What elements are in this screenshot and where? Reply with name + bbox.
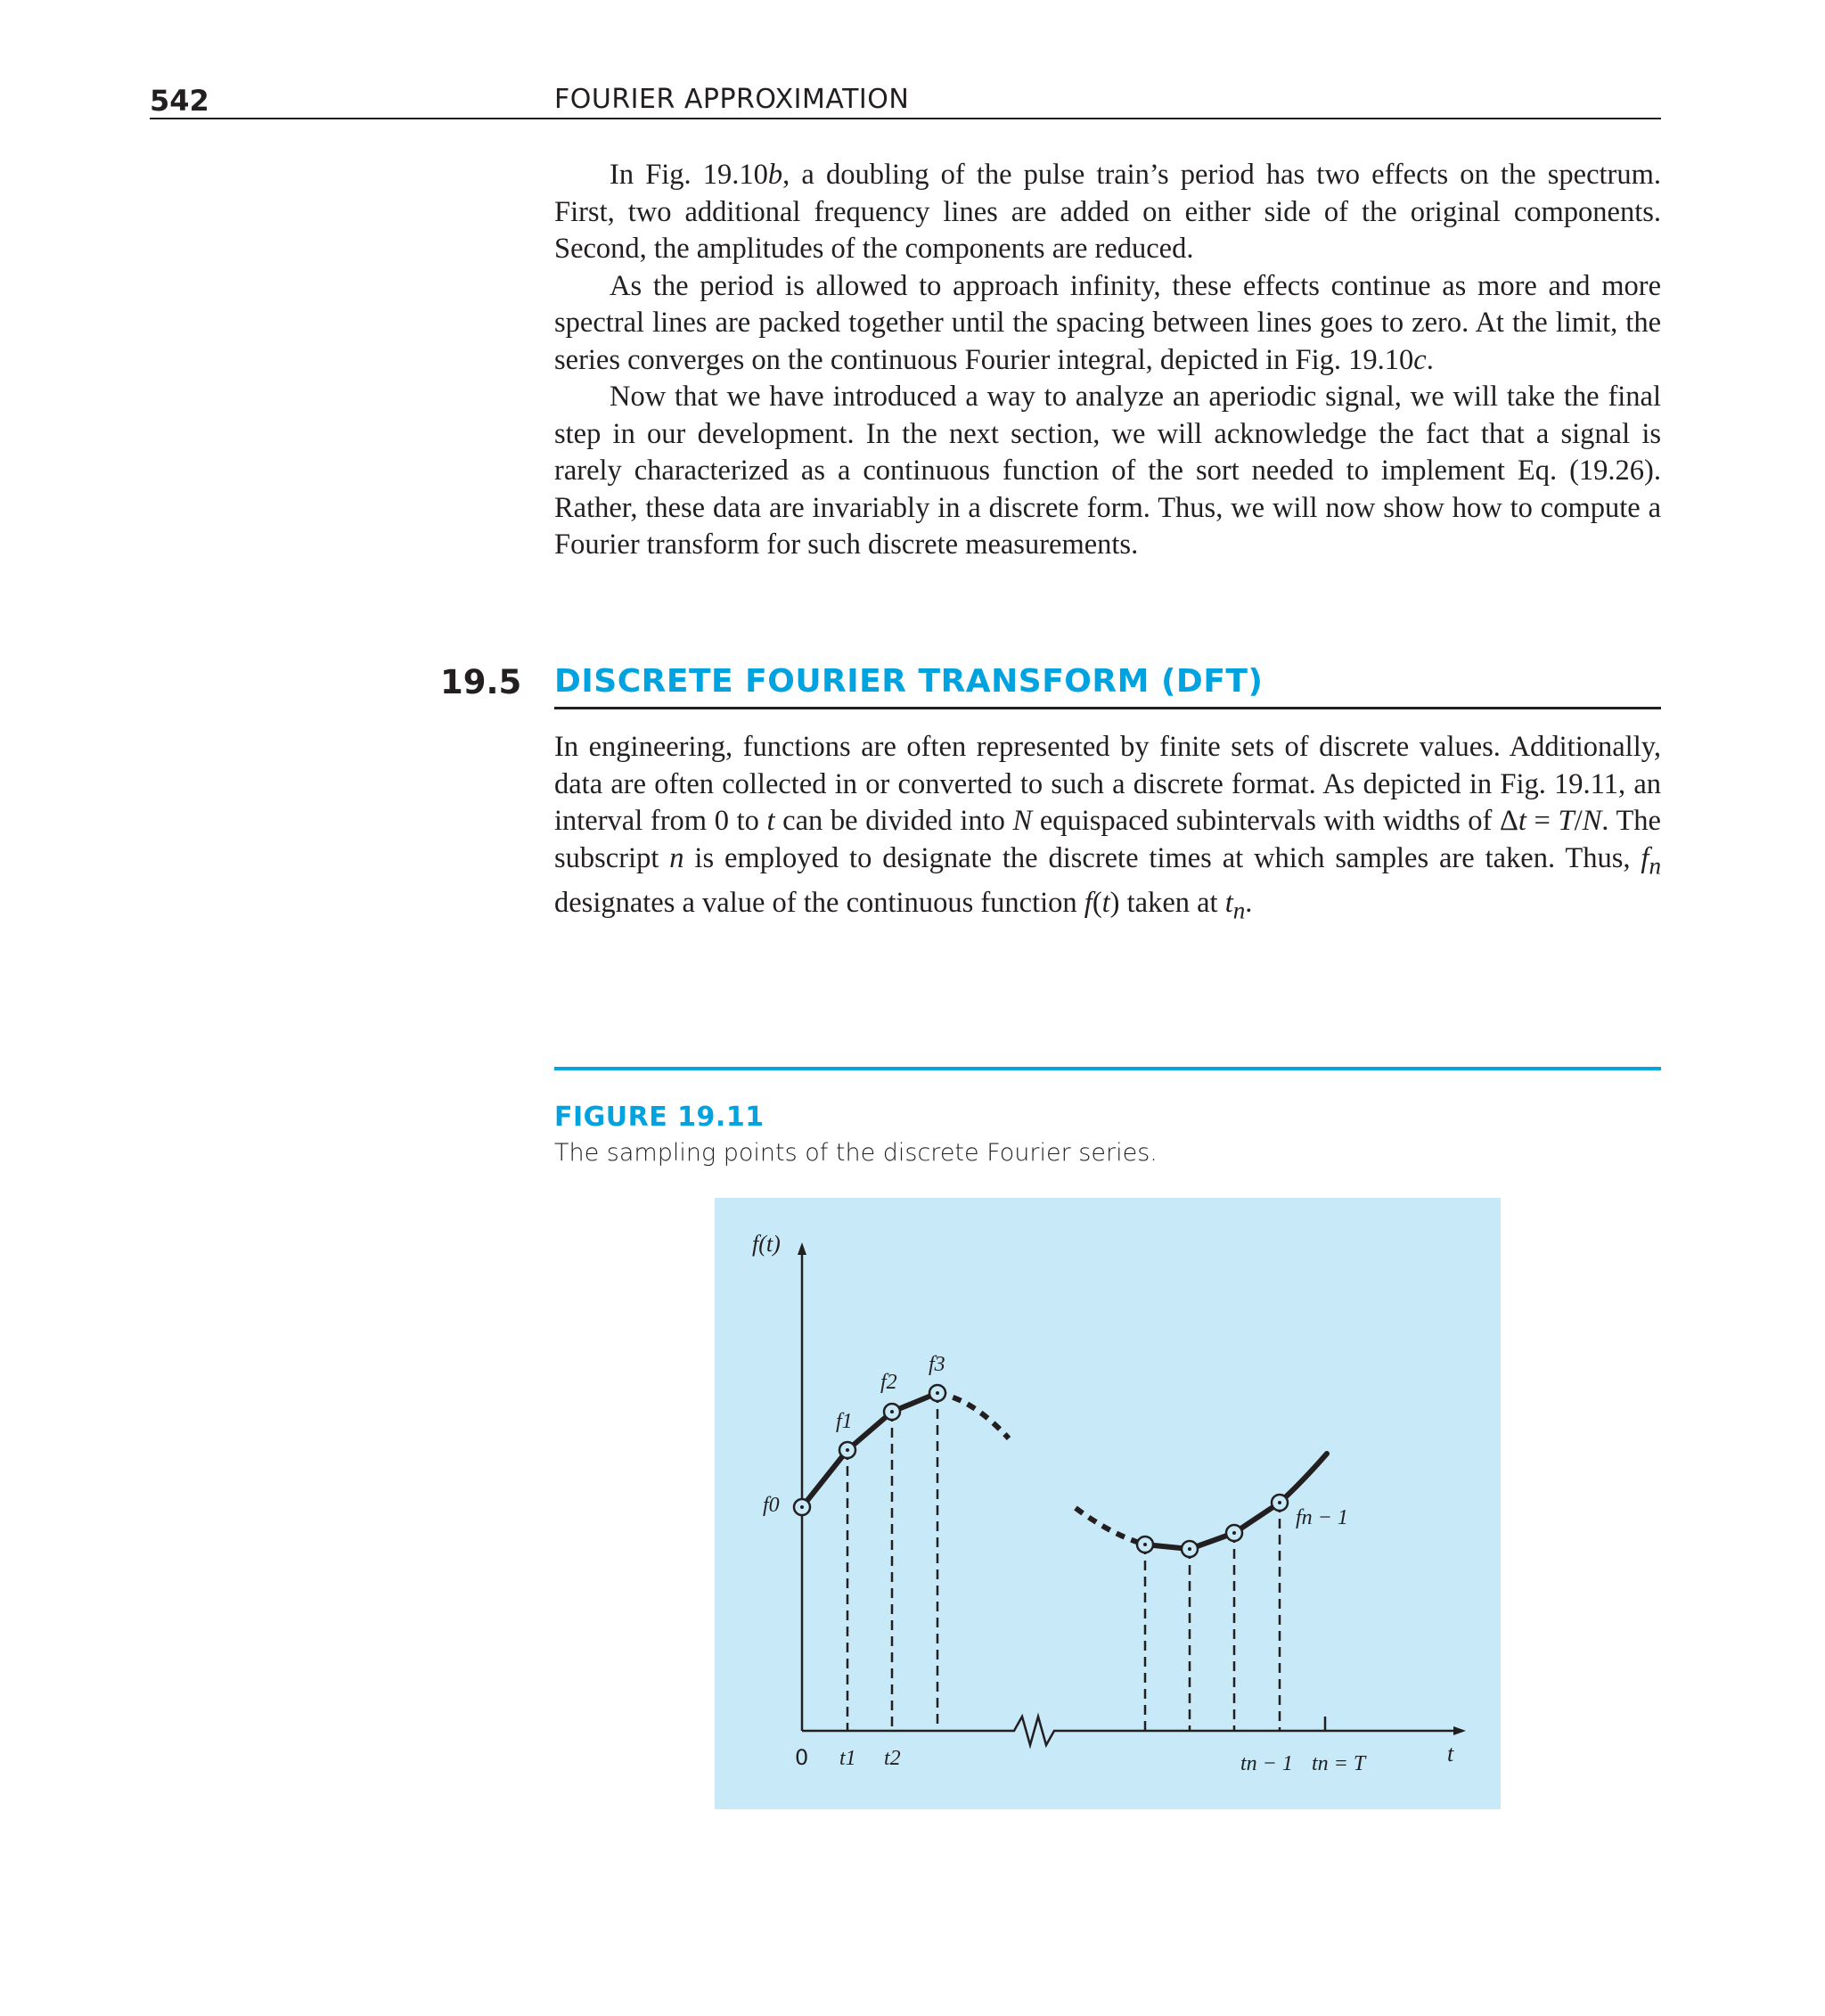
paragraph-3: Now that we have introduced a way to analyze an aperiodic signal, we will take the final step in our development. In the next section, we will acknowledge the fact that a signal is rarely characterized as a continuous function of the sort needed to implement Eq. (19.26). Rather, these data are invariably in a discrete form. Thus, we will now show how to compute a Fourier transform for such discrete measurements. [554, 381, 1661, 561]
label-fn1: fn − 1 [1296, 1506, 1348, 1529]
x-axis [802, 1717, 1454, 1745]
sample-point-f2 [884, 1404, 900, 1420]
label-tn1: tn − 1 [1240, 1752, 1293, 1775]
x-axis-arrow [1453, 1726, 1466, 1735]
section-paragraph: In engineering, functions are often represented by finite sets of discrete values. Additionally, data are often collected in or converted to such a discrete format. As depicted in Fig. 19.11, an interval from 0 to t can be divided into N equispaced subintervals with widths of Δt = T/N. The subscript n is employed to designate the discrete times at which samples are taken. Thus, $f_n$ designates a value of the continuous function f(t) taken at $t_n$. [554, 731, 1661, 923]
curve-right-dashed [1076, 1508, 1145, 1545]
x-axis-label: t [1447, 1741, 1454, 1766]
sample-point-b [1182, 1541, 1198, 1557]
sample-point-a [1137, 1537, 1153, 1553]
paragraph-2: As the period is allowed to approach infinity, these effects continue as more and more spectral lines are packed together until the spacing between lines goes to zero. At the limit, the series converges on the continuous Fourier integral, depicted in Fig. 19.10c. [554, 269, 1661, 376]
figure-panel [715, 1198, 1501, 1809]
figure-rule [554, 1067, 1661, 1070]
sample-point-f1 [839, 1442, 855, 1458]
sampling-diagram [715, 1198, 1501, 1809]
label-t1: t1 [839, 1747, 856, 1770]
paragraph-1: In Fig. 19.10b, a doubling of the pulse train’s period has two effects on the spectrum. First, two additional frequency lines are added on either side of the original components. Second, the amplitudes of the components are reduced. [554, 159, 1661, 265]
section-number: 19.5 [440, 663, 522, 701]
figure-label: FIGURE 19.11 [554, 1102, 765, 1133]
curve-left [802, 1393, 937, 1507]
curve-left-dashed [937, 1393, 1009, 1438]
page-number: 542 [150, 84, 209, 118]
header-rule [150, 118, 1661, 119]
label-f1: f1 [836, 1410, 853, 1433]
label-f3: f3 [929, 1353, 945, 1376]
section-title: DISCRETE FOURIER TRANSFORM (DFT) [554, 663, 1264, 700]
label-t2: t2 [884, 1747, 901, 1770]
sample-point-f0 [794, 1499, 810, 1515]
sample-point-fn1 [1272, 1495, 1288, 1511]
intro-text [554, 157, 1661, 564]
sample-point-f3 [929, 1385, 945, 1401]
label-tn: tn = T [1312, 1752, 1366, 1775]
section-text [554, 729, 1661, 930]
sample-lines [847, 1393, 1280, 1731]
sample-points [794, 1385, 1288, 1557]
figure-caption: The sampling points of the discrete Fourier series. [554, 1139, 1158, 1167]
y-axis-label: f(t) [752, 1231, 781, 1257]
running-head: FOURIER APPROXIMATION [554, 84, 910, 115]
section-rule [554, 707, 1661, 709]
y-axis-arrow [798, 1242, 806, 1255]
label-f2: f2 [880, 1371, 897, 1394]
sample-point-c [1226, 1525, 1242, 1541]
label-f0: f0 [763, 1494, 780, 1517]
origin-label: 0 [795, 1745, 809, 1770]
